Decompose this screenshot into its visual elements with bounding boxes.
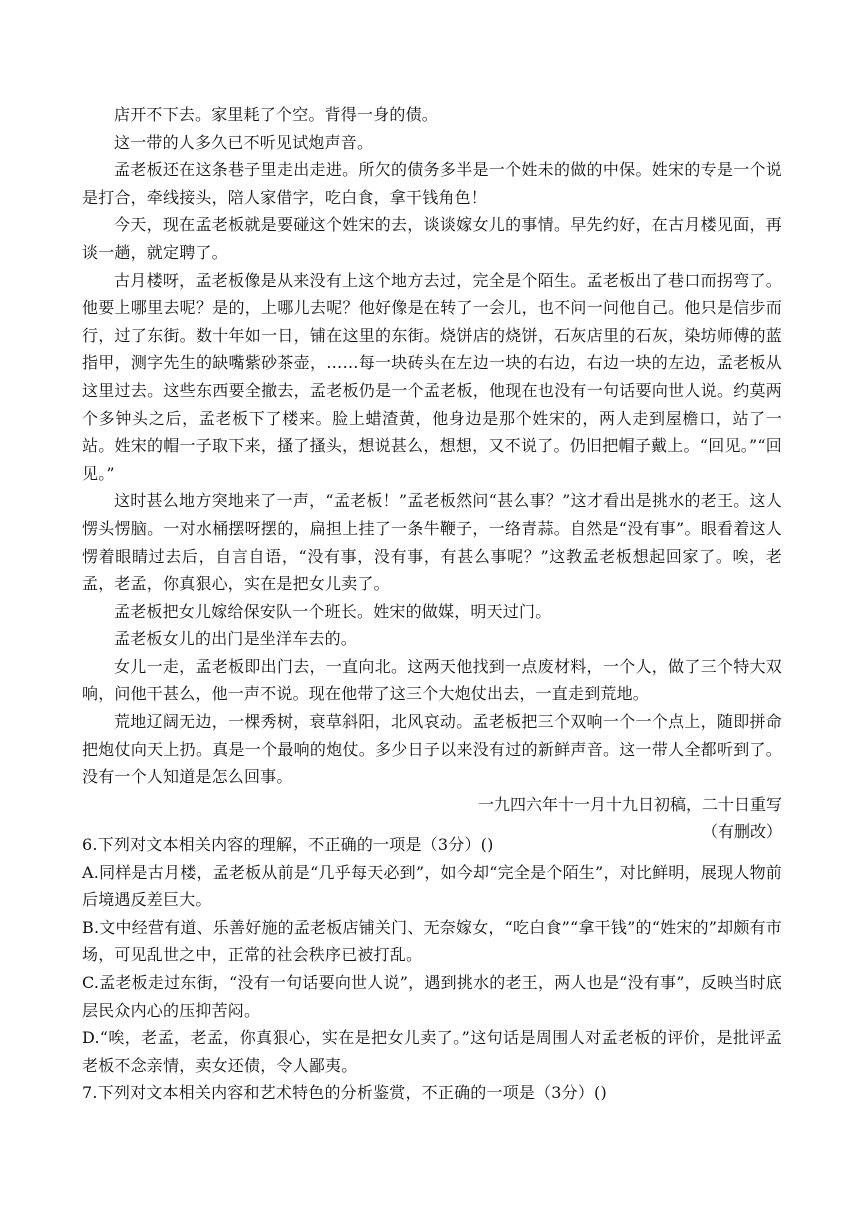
passage-paragraph: 孟老板还在这条巷子里走出走进。所欠的债务多半是一个姓未的做的中保。姓宋的专是一个说是打合，牵线接头，陪人家借字，吃白食，拿干钱角色！ bbox=[82, 160, 782, 207]
passage-paragraph: 孟老板女儿的出门是坐洋车去的。 bbox=[114, 629, 358, 649]
passage-paragraph: 今天，现在孟老板就是要碰这个姓宋的去，谈谈嫁女儿的事情。早先约好，在古月楼见面，再谈一趟，就定聘了。 bbox=[82, 215, 782, 262]
passage-paragraph: 荒地辽阔无边，一棵秀树，衰草斜阳，北风哀动。孟老板把三个双响一个一个点上，随即拼命把炮仗向天上扔。真是一个最响的炮仗。多少日子以来没有过的新鲜声音。这一带人全都听到了。没有一个人知道是怎么回事。 bbox=[82, 712, 782, 787]
passage-paragraph: 这一带的人多久已不听见试炮声音。 bbox=[114, 132, 374, 152]
passage-paragraph: 孟老板把女儿嫁给保安队一个班长。姓宋的做媒，明天过门。 bbox=[114, 601, 552, 621]
edit-note: （有删改） bbox=[701, 822, 782, 842]
question-6-option-c: C.孟老板走过东街，“没有一句话要向世人说”，遇到挑水的老王，两人也是“没有事”，反映当时底层民众内心的压抑苦闷。 bbox=[82, 972, 782, 1020]
passage-paragraph: 这时甚么地方突地来了一声，“孟老板！”孟老板然问“甚么事？”这才看出是挑水的老王。这人愣头愣脑。一对水桶摆呀摆的，扁担上挂了一条牛鞭子，一络青蒜。自然是“没有事”。眼看着这人愣着眼睛过去后，自言自语，“没有事，没有事，有甚么事呢？”这教孟老板想起回家了。唉，老孟，老孟，你真狠心，实在是把女儿卖了。 bbox=[82, 491, 782, 594]
question-6-stem: 6.下列对文本相关内容的理解，不正确的一项是（3分）() bbox=[82, 835, 494, 854]
question-section bbox=[82, 831, 782, 1107]
passage-paragraph: 女儿一走，孟老板即出门去，一直向北。这两天他找到一点废材料，一个人，做了三个特大双响，问他干甚么，他一声不说。现在他带了这三个大炮仗出去，一直走到荒地。 bbox=[82, 656, 782, 704]
passage-paragraph: 店开不下去。家里耗了个空。背得一身的债。 bbox=[114, 105, 439, 124]
date-line: 一九四六年十一月十九日初稿，二十日重写 bbox=[477, 794, 782, 814]
question-6-option-d: D.“唉，老孟，老孟，你真狠心，实在是把女儿卖了。”这句话是周围人对孟老板的评价，是批评孟老板不念亲情，卖女还债，令人鄙夷。 bbox=[82, 1028, 782, 1075]
question-6-option-b: B.文中经营有道、乐善好施的孟老板店铺关门、无奈嫁女，“吃白食”“拿干钱”的“姓宋的”却颇有市场，可见乱世之中，正常的社会秩序已被打乱。 bbox=[82, 917, 782, 965]
passage-text bbox=[82, 101, 782, 846]
passage-paragraph: 古月楼呀，孟老板像是从来没有上这个地方去过，完全是个陌生。孟老板出了巷口而拐弯了。他要上哪里去呢？是的，上哪儿去呢？他好像是在转了一会儿，也不问一问他自己。他只是信步而行，过了东街。数十年如一日，铺在这里的东街。烧饼店的烧饼，石灰店里的石灰，染坊师傅的蓝指甲，测字先生的缺嘴紫砂茶壶，……每一块砖头在左边一块的右边，右边一块的左边，孟老板从这里过去。这些东西要全撤去，孟老板仍是一个孟老板，他现在也没有一句话要向世人说。约莫两个多钟头之后，孟老板下了楼来。脸上蜡渣黄，他身边是那个姓宋的，两人走到屋檐口，站了一站。姓宋的帽一子取下来，搔了搔头，想说甚么，想想，又不说了。仍旧把帽子戴上。“回见。”“回见。” bbox=[82, 270, 782, 483]
question-6-option-a: A.同样是古月楼，孟老板从前是“几乎每天必到”，如今却“完全是个陌生”，对比鲜明，展现人物前后境遇反差巨大。 bbox=[82, 862, 782, 910]
question-7-stem: 7.下列对文本相关内容和艺术特色的分析鉴赏，不正确的一项是（3分）() bbox=[82, 1083, 607, 1103]
